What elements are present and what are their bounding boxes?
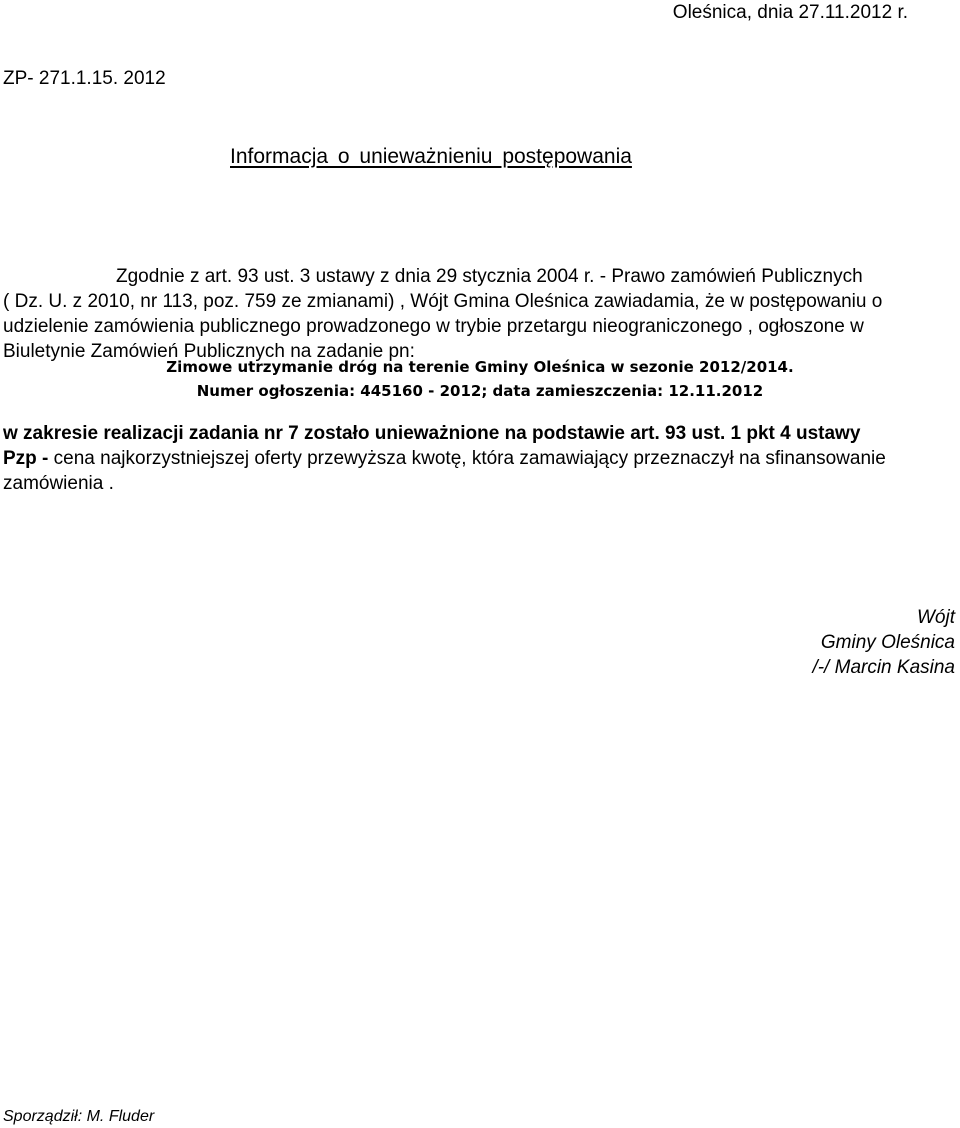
decision-line-3: zamówienia . [3,473,114,494]
prepared-by: Sporządził: M. Fluder [3,1108,155,1125]
notice-number: Numer ogłoszenia: 445160 - 2012; data zamieszczenia: 12.11.2012 [196,382,764,400]
decision-paragraph [3,421,958,496]
body-line-3: udzielenie zamówienia publicznego prowadzonego w trybie przetargu nieograniczonego , ogłoszone w [3,316,864,337]
decision-reason: cena najkorzystniejszej oferty przewyższa kwotę, która zamawiający przeznaczył na sfinansowanie [53,448,886,469]
decision-line-1: w zakresie realizacji zadania nr 7 zostało unieważnione na podstawie art. 93 ust. 1 pkt 4 ustawy [3,423,861,444]
task-name: Zimowe utrzymanie dróg na terenie Gminy Oleśnica w sezonie 2012/2014. [166,358,794,376]
signature-name: /-/ Marcin Kasina [812,657,955,678]
body-line-4: Biuletynie Zamówień Publicznych na zadanie pn: [3,341,415,362]
signature-role: Wójt [917,607,955,628]
decision-line-2 [3,446,958,471]
decision-law-abbrev: Pzp - [3,448,54,469]
reference-number: ZP- 271.1.15. 2012 [3,68,166,89]
document-title: Informacja o unieważnieniu postępowania [230,145,632,168]
body-line-1: Zgodnie z art. 93 ust. 3 ustawy z dnia 29 stycznia 2004 r. - Prawo zamówień Publicznych [116,266,863,287]
body-line-2: ( Dz. U. z 2010, nr 113, poz. 759 ze zmianami) , Wójt Gmina Oleśnica zawiadamia, że w postępowaniu o [3,291,883,312]
body-paragraph [3,264,958,364]
place-and-date: Oleśnica, dnia 27.11.2012 r. [672,2,908,23]
signature-office: Gminy Oleśnica [820,632,955,653]
